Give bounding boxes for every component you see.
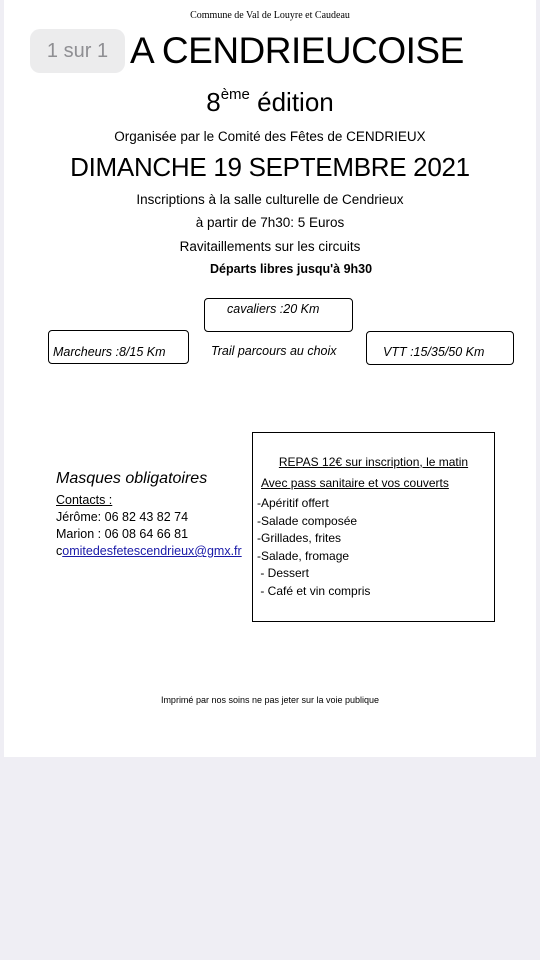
trail-label: Trail parcours au choix [211,344,337,358]
footer-note: Imprimé par nos soins ne pas jeter sur la voie publique [160,695,380,705]
vtt-label: VTT :15/35/50 Km [383,345,485,359]
contacts-block [56,492,242,560]
edition-line [4,86,536,118]
event-title: A CENDRIEUCOISE [130,30,464,71]
marcheurs-box [48,330,189,364]
marcheurs-label: Marcheurs :8/15 Km [53,345,166,359]
event-date: DIMANCHE 19 SEPTEMBRE 2021 [70,152,470,182]
contact-jerome: Jérôme: 06 82 43 82 74 [56,510,189,524]
contacts-label: Contacts : [56,493,113,507]
edition-number: 8 [206,87,221,117]
contact-marion: Marion : 06 08 64 66 81 [56,527,189,541]
edition-word: édition [257,87,334,117]
menu-item: -Salade, fromage [257,548,350,563]
commune-header: Commune de Val de Louyre et Caudeau [190,10,350,21]
repas-menu [257,495,370,600]
contact-email-line [56,543,242,560]
masques-notice: Masques obligatoires [56,470,208,487]
document-page [4,0,536,757]
cavaliers-box [204,298,353,332]
info-ravitaillements: Ravitaillements sur les circuits [179,239,361,254]
menu-item: -Salade composée [257,513,358,528]
menu-item: -Apéritif offert [257,496,329,510]
page-indicator-badge: 1 sur 1 [30,29,125,73]
menu-item: - Café et vin compris [257,583,371,598]
vtt-box [366,331,514,365]
repas-box [252,432,495,622]
edition-superscript: ème [220,86,250,103]
repas-subtitle: Avec pass sanitaire et vos couverts [261,476,449,490]
repas-title: REPAS 12€ sur inscription, le matin [278,455,469,469]
email-prefix: c [56,544,63,558]
info-price: à partir de 7h30: 5 Euros [195,215,345,230]
menu-item: - Dessert [257,566,310,580]
cavaliers-label: cavaliers :20 Km [227,302,320,316]
menu-item: -Grillades, frites [257,531,342,545]
departures-line: Départs libres jusqu'à 9h30 [210,262,373,276]
email-link[interactable]: omitedesfetescendrieux@gmx.fr [62,544,242,558]
info-inscriptions: Inscriptions à la salle culturelle de Cendrieux [136,192,404,207]
organizer-line: Organisée par le Comité des Fêtes de CENDRIEUX [114,129,426,144]
